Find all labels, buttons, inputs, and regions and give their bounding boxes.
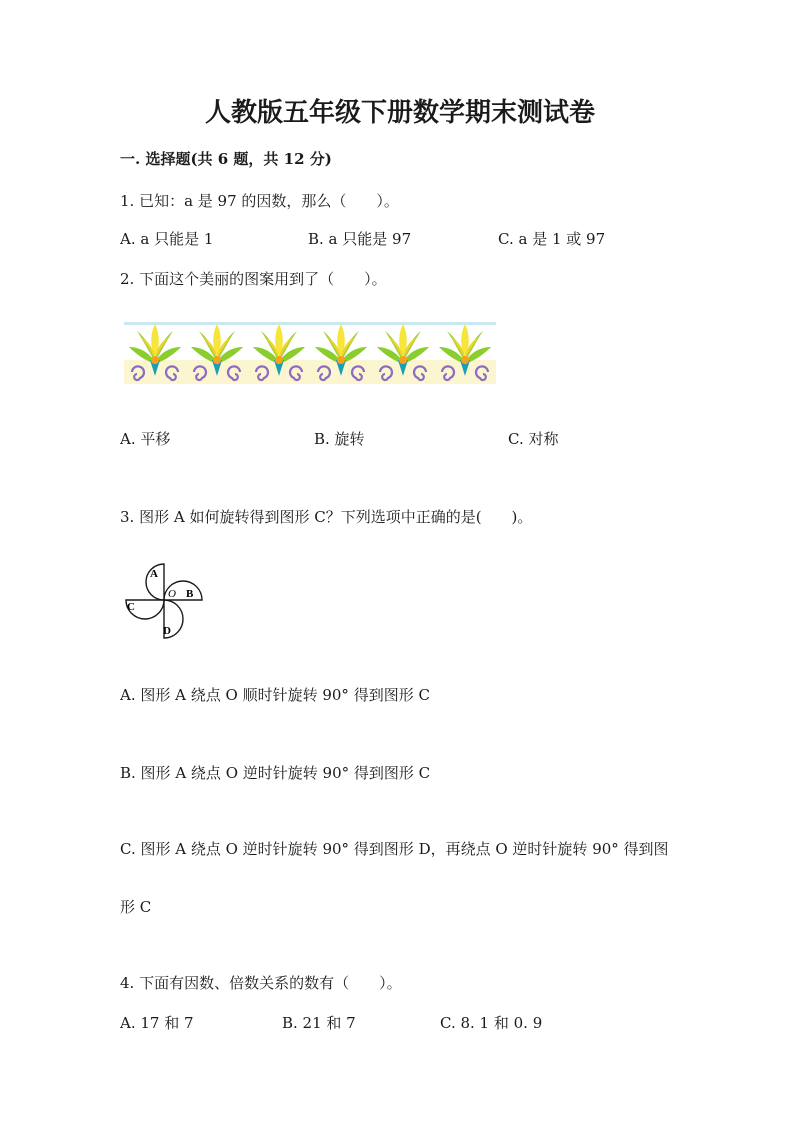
question-3-option-a: A. 图形 A 绕点 O 顺时针旋转 90° 得到图形 C [120,686,430,704]
question-3-option-c: C. 图形 A 绕点 O 逆时针旋转 90° 得到图形 D，再绕点 O 逆时针旋转 90° 得到图 [120,840,669,858]
question-1-option-a: A. a 只能是 1 [120,230,214,248]
question-3-stem: 3. 图形 A 如何旋转得到图形 C？下列选项中正确的是( )。 [120,508,533,526]
rotation-figure [116,560,208,642]
rotation-label-o: O [168,588,176,600]
border-pattern-figure [124,320,496,384]
page-title: 人教版五年级下册数学期末测试卷 [204,98,595,128]
question-2-option-b: B. 旋转 [314,430,365,448]
question-2-option-c: C. 对称 [508,430,559,448]
question-1-stem: 1. 已知：a 是 97 的因数，那么（ ）。 [120,192,399,210]
question-1-option-c: C. a 是 1 或 97 [498,230,606,248]
question-4-option-a: A. 17 和 7 [120,1014,194,1032]
section-heading: 一. 选择题(共 6 题，共 12 分) [120,150,332,168]
question-1-option-b: B. a 只能是 97 [308,230,412,248]
question-3-option-b: B. 图形 A 绕点 O 逆时针旋转 90° 得到图形 C [120,764,431,782]
question-4-option-c: C. 8. 1 和 0. 9 [440,1014,543,1032]
question-2-stem: 2. 下面这个美丽的图案用到了（ ）。 [120,270,387,288]
question-4-stem: 4. 下面有因数、倍数关系的数有（ ）。 [120,974,402,992]
rotation-label-c: C [127,601,135,613]
question-4-option-b: B. 21 和 7 [282,1014,356,1032]
question-2-option-a: A. 平移 [120,430,171,448]
rotation-label-b: B [186,588,194,600]
rotation-label-a: A [150,568,158,580]
question-3-option-c-continued: 形 C [120,898,152,916]
rotation-label-d: D [163,625,171,637]
